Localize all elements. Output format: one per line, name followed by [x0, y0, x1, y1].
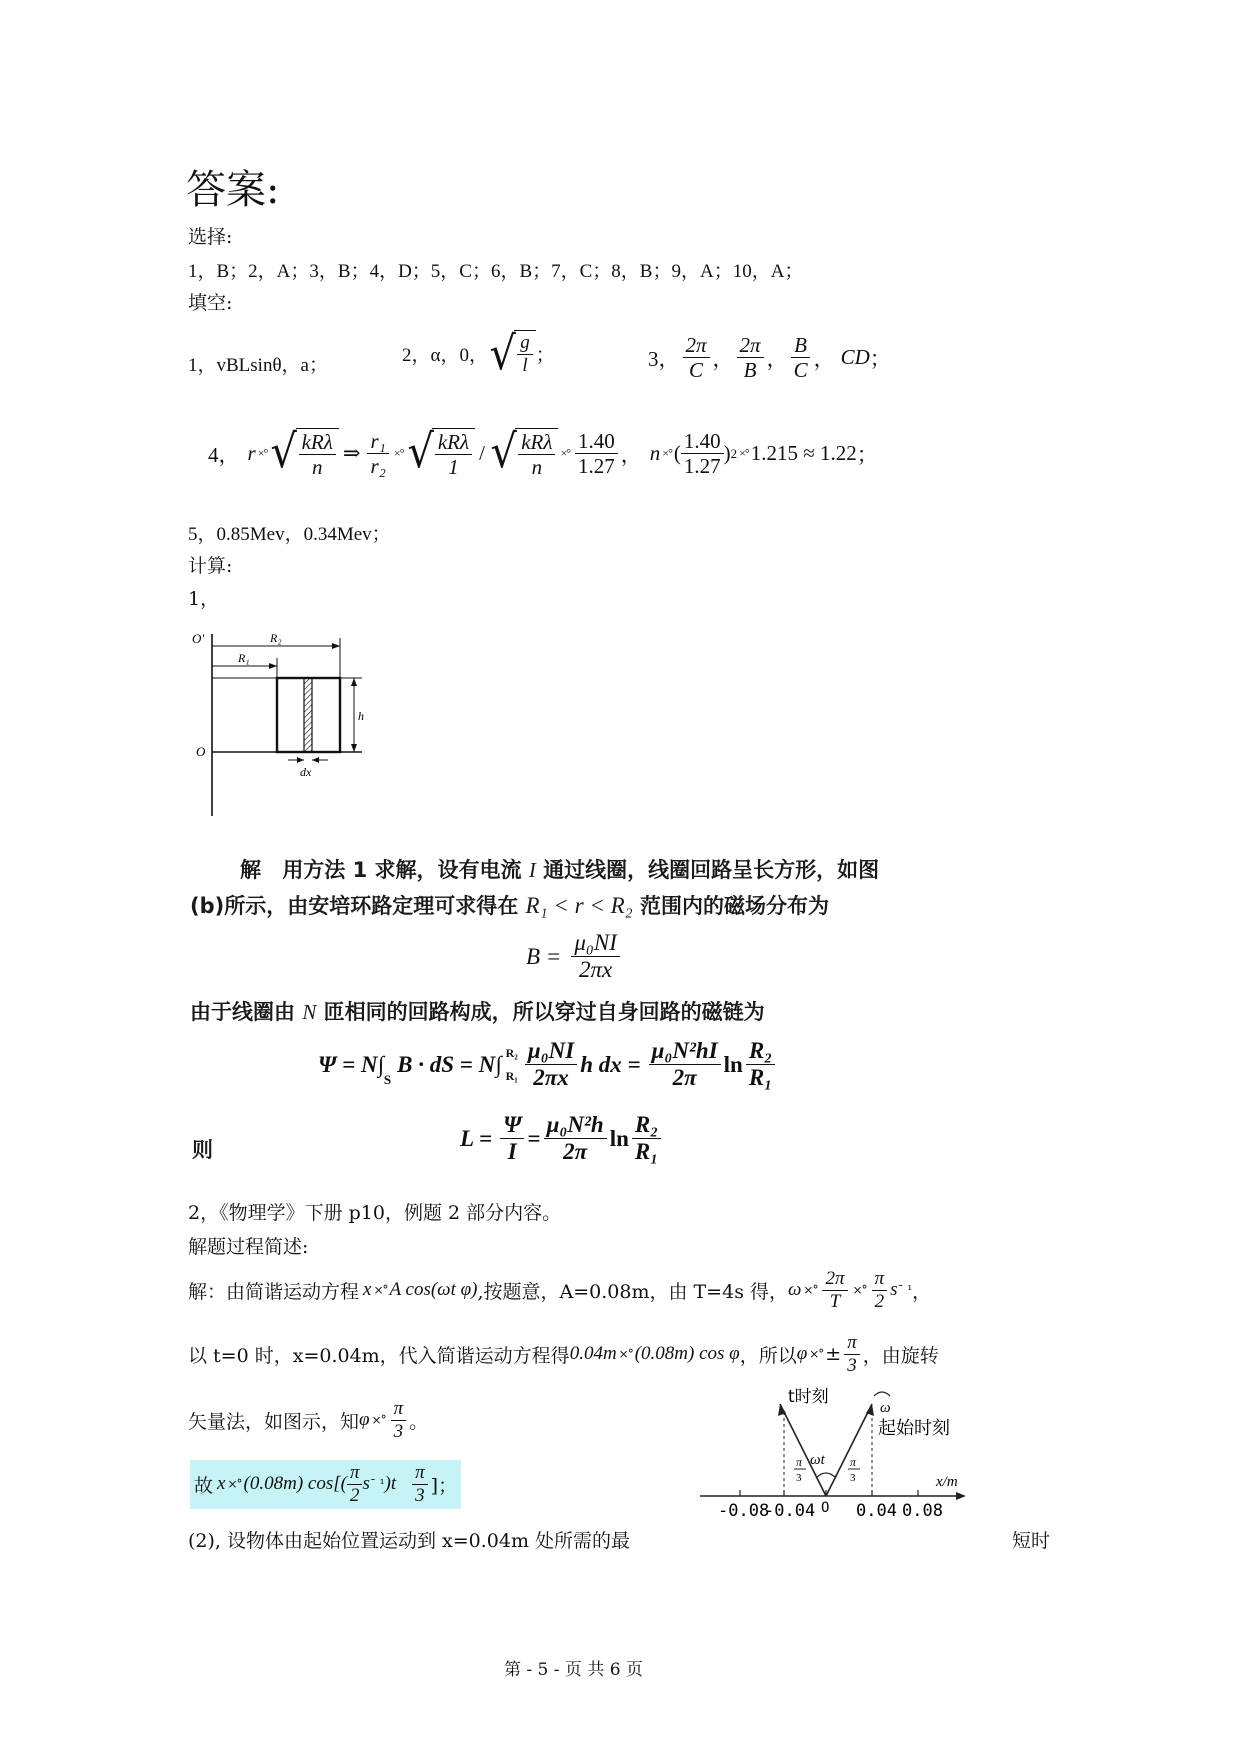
q2-l1-b: ,按题意，A=0.08m，由 T=4s 得， — [477, 1280, 788, 1303]
q2-l4-x: x — [217, 1473, 226, 1495]
q2-line-2 — [188, 1332, 939, 1377]
garbled-glyph: ×° — [618, 1347, 633, 1362]
fill-q3-f2-num: 2π — [737, 333, 764, 358]
x-axis-arrow — [956, 1492, 966, 1500]
q2-l1-x: x — [363, 1279, 372, 1301]
sqrt-g-over-l — [488, 326, 536, 380]
fill-q3-f3-den: C — [793, 358, 808, 383]
flux-linkage-equation — [318, 1038, 778, 1092]
fill-q5: 5，0.85Mev，0.34Mev； — [188, 524, 391, 545]
fill-q4-rad2-num: kRλ — [435, 430, 472, 455]
h-arrowhead-bottom — [351, 744, 357, 752]
solution-line3-n: N — [302, 1000, 317, 1024]
fill-q4-r1: r₁ — [367, 429, 388, 454]
fill-q3-f1-num: 2π — [683, 333, 710, 358]
fill-q4-prefix: 4， — [208, 442, 240, 467]
solution-line3-a: 由于线圈由 — [190, 1000, 295, 1024]
pi3-left-den: 3 — [796, 1472, 802, 1484]
radical-sign: √ — [406, 424, 434, 478]
q2-l2-eq2: (0.08m) cos φ — [634, 1343, 740, 1365]
psi-num2: μ₀N²hI — [649, 1038, 721, 1065]
q2-l1-s: s — [890, 1279, 898, 1301]
calc-q1-label: 1， — [188, 588, 220, 610]
l-den1: I — [507, 1139, 517, 1165]
garbled-glyph: ×° — [662, 446, 672, 461]
q2-l4-f2-num: π — [412, 1462, 428, 1485]
rotating-vector-figure — [700, 1386, 990, 1522]
q2-l4-end: ]； — [430, 1474, 458, 1497]
fill-q4: 4， r ×° √ $\frac{\text{kRλ}}{n}$ ⇒ $\frac{\text{r₁}}{\text{r₂}}$ ×° √ $\frac{\text{kRλ}}{1}$ / √ $\frac{\text{kRλ}}{n}$ ×° $\frac{1.40}{1.27}$ ， n ×° ( $\frac{1.40}{1.27}$ ) 2 ×° 1.215 ≈ 1.22 ； — [208, 424, 878, 480]
rotation-arc — [874, 1392, 890, 1396]
psi-num1: μ₀NI — [525, 1038, 577, 1065]
solution-prefix: 解 — [240, 858, 261, 882]
tick-label-008: 0.08 — [902, 1501, 943, 1521]
tick-label-neg004: -0.04 — [764, 1501, 816, 1521]
garbled-glyph: ×° — [227, 1477, 242, 1492]
solution-line1-i: I — [528, 858, 536, 882]
radical-sign: √ — [270, 424, 298, 478]
fill-q4-rad1-den: n — [311, 455, 323, 480]
fill-q2-den: l — [522, 354, 528, 376]
page-heading: 答案: — [186, 167, 280, 213]
q2-l1-f2-den: 2 — [874, 1290, 885, 1312]
omega-t-label: ωt — [810, 1452, 825, 1468]
l-den2: 2π — [563, 1139, 588, 1165]
solution-line-2 — [190, 890, 829, 920]
choice-answers: 1，B；2，A；3，B；4，D；5，C；6，B；7，C；8，B；9，A；10，A； — [188, 261, 804, 282]
garbled-glyph: ×° — [739, 446, 749, 461]
l-num2: μ₀N²h — [544, 1112, 607, 1139]
vector-t-moment — [780, 1404, 826, 1496]
omega-label: ω — [880, 1400, 891, 1416]
choice-label: 选择: — [188, 226, 233, 248]
fill-q4-f-num: 1.40 — [575, 429, 618, 454]
q2-l2-phi: φ — [796, 1343, 808, 1365]
q2-final-equation-highlight — [190, 1460, 461, 1509]
garbled-glyph: ×° — [257, 446, 268, 461]
l-eq: = — [527, 1125, 541, 1151]
fill-q3 — [648, 333, 891, 382]
fill-q3-sep: ， — [813, 346, 835, 371]
q2-l2-f-den: 3 — [847, 1354, 857, 1376]
q2-l3-phi: φ — [359, 1409, 370, 1431]
psi-den1: 2πx — [533, 1065, 569, 1091]
q2-l2-eq1: 0.04m — [569, 1343, 617, 1365]
fill-q4-r2: r₂ — [370, 454, 386, 479]
l-num3: R₂ — [632, 1112, 661, 1139]
psi-mid: B · dS = N∫ — [397, 1051, 502, 1077]
q2-l2-b: ，所以 — [739, 1344, 797, 1367]
garbled-glyph: ×° — [373, 1283, 388, 1298]
label-o: O — [196, 744, 206, 759]
garbled-glyph: ×° — [809, 1347, 824, 1362]
label-h: h — [358, 709, 364, 723]
fill-q3-f1-den: C — [689, 358, 704, 383]
fill-q1: 1，vBLsinθ，a； — [188, 355, 328, 376]
q2-l2-f-num: π — [844, 1332, 860, 1355]
b-den: 2πx — [578, 957, 613, 983]
b-lhs: B = — [526, 943, 562, 969]
radical-sign: √ — [489, 326, 516, 380]
fill-q3-end: ； — [869, 346, 891, 371]
q2-l2-pm: ± — [825, 1343, 842, 1366]
psi-den2: 2π — [672, 1065, 697, 1091]
tick-label-neg008: -0.08 — [718, 1501, 770, 1521]
q2-summary-label: 解题过程简述: — [188, 1236, 309, 1258]
garbled-glyph: ×° — [560, 446, 571, 461]
l-lhs: L = — [460, 1125, 493, 1151]
q2-l1-f1-num: 2π — [822, 1268, 847, 1291]
q2-l3-a: 矢量法，如图示，知 — [188, 1410, 360, 1433]
label-r2: R₂ — [270, 631, 282, 645]
solution-line1-b: 通过线圈，线圈回路呈长方形，如图 — [543, 858, 880, 882]
angle-arc — [816, 1473, 836, 1478]
axis-label: x/m — [936, 1474, 958, 1490]
garbled-glyph: ×° — [852, 1283, 867, 1298]
fill-q4-rad1-num: kRλ — [299, 430, 336, 455]
q2-l1-omega: ω — [787, 1279, 802, 1301]
fill-q2-num: g — [517, 332, 533, 355]
page-footer: 第 - 5 - 页 共 6 页 — [504, 1660, 643, 1680]
psi-lower: R₁ — [505, 1068, 518, 1083]
q2-l3-f-den: 3 — [393, 1420, 404, 1442]
tick-label-004: 0.04 — [856, 1501, 897, 1521]
fill-q4-comma: ， — [620, 442, 642, 467]
dx-arrowhead-right — [312, 757, 319, 763]
q2-l3-end: 。 — [409, 1410, 429, 1433]
b-field-equation — [526, 930, 623, 984]
q2-line-3 — [188, 1398, 428, 1443]
pi3-right-num: π — [850, 1455, 857, 1469]
sqrt-krl-over-n-2 — [489, 424, 559, 480]
sqrt-krl-over-n — [269, 424, 339, 480]
q2-l4-f1-num: π — [347, 1462, 363, 1485]
fill-q4-rad3-num: kRλ — [518, 430, 555, 455]
l-den3: R₁ — [634, 1139, 659, 1165]
solution-line-3 — [190, 996, 765, 1026]
q2-line-5-b: 短时 — [1012, 1530, 1051, 1552]
fill-q3-f2-den: B — [743, 358, 757, 383]
fill-label: 填空: — [188, 292, 233, 314]
q2-l4-f2-den: 3 — [415, 1484, 425, 1506]
fill-q4-rad3-den: n — [531, 455, 543, 480]
dx-strip — [304, 678, 312, 752]
q2-l4-f1-den: 2 — [349, 1484, 360, 1506]
b-num: μ₀NI — [571, 930, 620, 957]
vector-start-moment — [826, 1404, 872, 1496]
toroid-cross-section-figure — [190, 628, 430, 818]
fill-q4-sq-num: 1.40 — [681, 429, 724, 454]
garbled-glyph: ×° — [393, 446, 404, 461]
fill-q4-rad2-den: 1 — [448, 455, 459, 480]
fill-q4-n: n — [649, 441, 661, 466]
q2-l1-a: 解：由简谐运动方程 — [188, 1280, 360, 1303]
fill-q4-r: r — [247, 441, 256, 466]
fill-q3-sep: ， — [766, 346, 788, 371]
radical-sign: √ — [490, 424, 517, 478]
psi-lhs: Ψ = N∫ — [318, 1051, 384, 1077]
psi-ln: ln — [723, 1051, 743, 1077]
fill-q4-end: ； — [856, 442, 878, 467]
q2-l1-eq: A cos(ωt φ) — [389, 1279, 478, 1301]
divide-slash: / — [479, 441, 485, 466]
solution-line2-cond: R₁ < r < R₂ — [525, 893, 633, 918]
fill-q3-cd: CD — [840, 345, 870, 370]
q2-reference: 2，《物理学》下册 p10，例题 2 部分内容。 — [188, 1202, 562, 1224]
fill-q4-result: 1.215 ≈ 1.22 — [750, 441, 857, 466]
solution-line2-b: 范围内的磁场分布为 — [639, 894, 829, 918]
fill-q2 — [402, 326, 555, 380]
solution-line-1 — [240, 854, 879, 884]
q2-l1-f1-den: T — [829, 1290, 841, 1312]
psi-hdx: h dx = — [580, 1051, 641, 1077]
label-r1: R₁ — [238, 651, 250, 665]
psi-num3: R₂ — [746, 1038, 775, 1065]
t-moment-label: t时刻 — [788, 1387, 829, 1407]
l-ln: ln — [609, 1125, 629, 1151]
r1-arrowhead — [269, 663, 277, 669]
q2-l1-f2-num: π — [872, 1268, 888, 1291]
q2-l3-f-num: π — [391, 1398, 407, 1421]
fill-q4-sq-den: 1.27 — [683, 454, 721, 479]
fill-q2-suffix: ； — [535, 344, 555, 366]
psi-den3: R₁ — [748, 1065, 773, 1091]
q2-line-1 — [188, 1268, 931, 1313]
q2-l2-a: 以 t=0 时，x=0.04m，代入简谐运动方程得 — [188, 1344, 570, 1367]
then-label: 则 — [192, 1138, 213, 1162]
fill-q4-sq-exp: 2 — [730, 445, 738, 461]
h-arrowhead-top — [351, 678, 357, 686]
tick-label-origin: O — [821, 1500, 830, 1516]
fill-q2-prefix: 2，α，0， — [402, 344, 488, 366]
pi3-left-num: π — [796, 1455, 803, 1469]
solution-line2-a: (b)所示，由安培环路定理可求得在 — [190, 894, 519, 918]
garbled-glyph: ×° — [371, 1413, 386, 1428]
dx-arrowhead-left — [297, 757, 304, 763]
q2-l4-s: s — [362, 1473, 370, 1495]
q2-l1-end: ， — [912, 1280, 932, 1303]
fill-q4-f-den: 1.27 — [578, 454, 615, 479]
fill-q3-prefix: 3， — [648, 346, 680, 371]
solution-line1-a: 用方法 1 求解，设有电流 — [282, 858, 522, 882]
r2-arrowhead — [332, 643, 340, 649]
solution-line3-b: 匝相同的回路构成，所以穿过自身回路的磁链为 — [323, 1000, 765, 1024]
inductance-equation — [460, 1112, 664, 1166]
q2-l4-t: )t — [384, 1473, 397, 1495]
implies-arrow: ⇒ — [342, 441, 361, 466]
pi3-right-den: 3 — [850, 1472, 856, 1484]
sqrt-krl-over-1 — [406, 424, 476, 480]
l-num1: Ψ — [500, 1112, 524, 1139]
fill-q3-sep: ， — [712, 346, 734, 371]
q2-l4-sup: ¯ ¹ — [369, 1477, 385, 1492]
garbled-glyph: ×° — [803, 1283, 818, 1298]
label-dx: dx — [300, 765, 312, 779]
psi-upper: R₂ — [505, 1046, 518, 1061]
calc-label: 计算: — [188, 555, 233, 577]
q2-l4-eq: (0.08m) cos[( — [243, 1473, 347, 1495]
fill-q3-f3-num: B — [791, 333, 810, 358]
q2-l2-c: ，由旋转 — [862, 1344, 939, 1367]
q2-l4-a: 故 — [194, 1474, 214, 1497]
q2-l1-sup: ¯ ¹ — [897, 1283, 913, 1298]
start-moment-label: 起始时刻 — [878, 1418, 950, 1439]
q2-line-5-a: (2), 设物体由起始位置运动到 x=0.04m 处所需的最 — [188, 1530, 631, 1552]
label-o-prime: O' — [192, 631, 205, 646]
psi-sub: S — [383, 1071, 392, 1087]
